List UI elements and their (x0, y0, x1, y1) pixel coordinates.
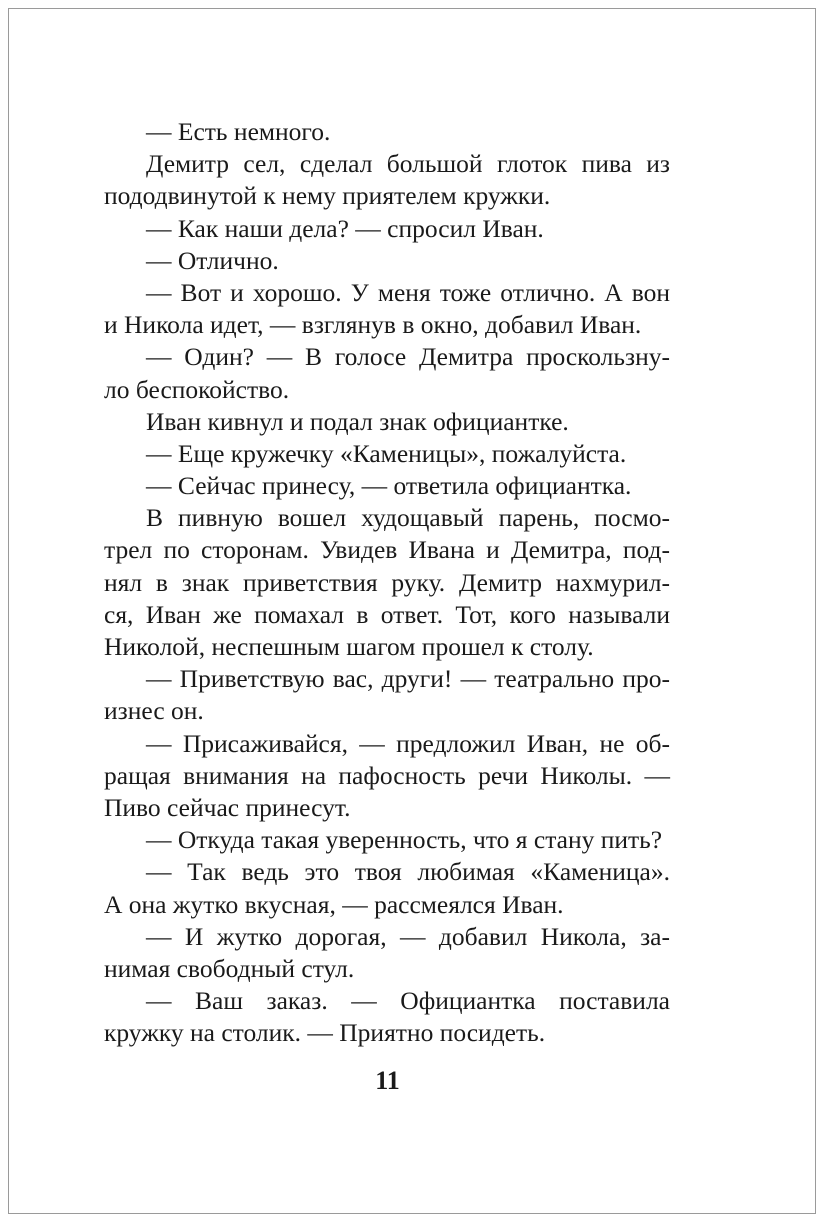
text-line: — Ваш заказ. — Официантка поставила (146, 986, 670, 1016)
text-line: — Отлично. (146, 245, 279, 275)
text-line: ращая внимания на пафосность речи Николы. — (104, 760, 670, 790)
text-line: Пиво сейчас принесут. (104, 792, 351, 822)
text-line: пододвинутой к нему приятелем кружки. (104, 181, 551, 211)
text-line: нял в знак приветствия руку. Демитр нахмурил- (104, 567, 670, 597)
text-line: В пивную вошел худощавый парень, посмо- (146, 503, 670, 533)
text-line: — Приветствую вас, други! — театрально про- (146, 664, 670, 694)
text-line: — Вот и хорошо. У меня тоже отлично. А вон (146, 277, 670, 307)
text-line: — Один? — В голосе Демитра проскользну- (146, 342, 670, 372)
text-line: трел по сторонам. Увидев Ивана и Демитра, под- (104, 535, 670, 565)
text-line: — Еще кружечку «Каменицы», пожалуйста. (146, 438, 627, 468)
text-line: и Никола идет, — взглянув в окно, добавил Иван. (104, 310, 642, 340)
text-line: — Присаживайся, — предложил Иван, не об- (146, 728, 670, 758)
body-text (104, 116, 670, 1049)
text-line: Иван кивнул и подал знак официантке. (146, 406, 569, 436)
page-number: 11 (375, 1066, 400, 1095)
text-line: ло беспокойство. (104, 374, 290, 404)
text-line: — Есть немного. (146, 117, 331, 146)
text-line: Демитр сел, сделал большой глоток пива из (146, 149, 670, 179)
text-line: — Так ведь это твоя любимая «Каменица». (146, 857, 670, 887)
text-line: — Как наши дела? — спросил Иван. (146, 213, 544, 243)
text-line: нимая свободный стул. (104, 953, 355, 983)
text-line: ся, Иван же помахал в ответ. Тот, кого называли (104, 599, 670, 629)
text-line: кружку на столик. — Приятно посидеть. (104, 1018, 546, 1048)
text-line: изнес он. (104, 696, 204, 726)
text-line: — Откуда такая уверенность, что я стану пить? (146, 825, 663, 855)
text-line: А она жутко вкусная, — рассмеялся Иван. (104, 889, 564, 919)
text-line: — И жутко дорогая, — добавил Никола, за- (146, 921, 670, 951)
text-line: Николой, неспешным шагом прошел к столу. (104, 632, 594, 661)
text-line: — Сейчас принесу, — ответила официантка. (146, 471, 632, 501)
